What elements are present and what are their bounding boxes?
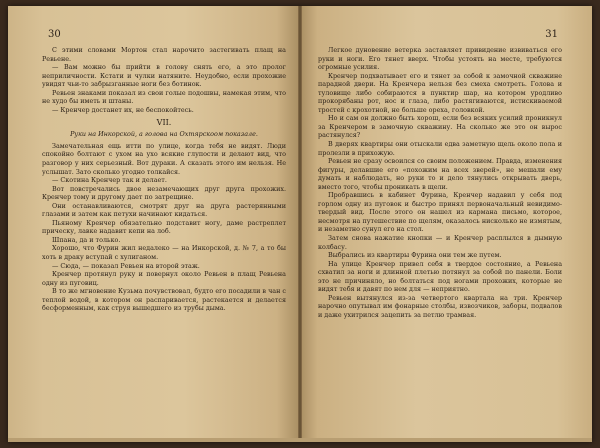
paragraph: С этими словами Мортон стал нарочито застегивать плащ на Ревьене. xyxy=(42,46,286,63)
left-page xyxy=(8,6,300,442)
paragraph: — Кренчер достанет их, не беспокойтесь. xyxy=(52,105,194,114)
right-page-text xyxy=(318,46,562,320)
paragraph: Шпана, да и только. xyxy=(52,235,121,244)
paragraph: Замечательная ещь итти по улице, когда тебя не видят. Люди спокойно болтают с ухом на ухо всякие глупости и делают вид, что разговор у них серьезный. Вот дураки. А сказать этого им нельзя. Не услышат. Зато сколько угодно толкайся. xyxy=(42,141,286,176)
paragraph: Но и сам он должно быть хорош, если без всяких усилий проникнул за Кренчером в замочную скважину. На сколько же это он вырос растянулся? xyxy=(318,114,562,140)
paragraph: Хорошо, что Фурин жил недалеко — на Инкорской, д. № 7, а то бы хоть в драку вступай с хулиганом. xyxy=(42,244,286,262)
paragraph: Пробравшись в кабинет Фурина, Кренчер надавил у себя под горлом одну из пуговок и быстро принял первоначальный невидимо-твердый вид. После этого он нашел из кармана письмо, которое, несмотря на путешествие по щелям, оказалось нисколько не измятым, и незаметно сунул его на стол. xyxy=(318,191,562,234)
page-edge xyxy=(8,438,592,442)
paragraph: В дверях квартиры они отыскали едва заметную щель около пола и пролезли в прихожую. xyxy=(318,140,562,157)
paragraph: Кренчер подхватывает его и тянет за собой к замочной скважине парадной двери. На Кренчера нельзя без смеха смотреть. Голова и туловище либо собираются в пунктир шар, на котором уродливо прокорябаны рот, нос и глаза, либо растягиваются, истискиваемой тростей с крохотной, не больше ореха, головкой. xyxy=(318,71,562,114)
right-page xyxy=(300,6,592,442)
paragraph: Затем снова нажатие кнопки — и Кренчер расплылся в дымную колбасу. xyxy=(318,234,562,251)
paragraph: Ревьен вытянулся из-за четвертого квартала на три. Кренчер нарочно опутывал им фонарные столбы, извозчиков, заборы, подвалов и даже ухитрился зацепить за петлю трамвая. xyxy=(318,293,562,319)
page-number-left: 30 xyxy=(48,29,61,40)
paragraph: — Скотина Кренчер так и делает. xyxy=(52,176,167,185)
paragraph: На улице Кренчер привел себя в твердое состояние, а Ревьена схватил за ноги и длинной плетью потянул за собой по панели. Боли это не причиняло, но болтаться под ногами прохожих, которые не видят тебя и давят по нем для — неприятно. xyxy=(318,259,562,294)
book-spine xyxy=(298,6,302,442)
paragraph: Ревьен знаками показал из свои голые подошвы, намекая этим, что не худо бы иметь и штаны. xyxy=(42,88,286,106)
open-book xyxy=(8,6,592,442)
paragraph: Легкое дуновение ветерка заставляет привидение извиваться его руки и ноги. Его тянет вверх. Чтобы устоять на месте, требуются огромные усилия. xyxy=(318,46,562,72)
paragraph: Ревьен не сразу освоился со своим положением. Правда, изменения фигуры, делавшие его «похожим на всех зверей», не мешали ему думать и наблюдать, но руки то и дело тянулись открывать дверь, вместо того, чтобы проникать в щели. xyxy=(318,157,562,191)
paragraph: — Сюда, — показал Ревьен на второй этаж. xyxy=(52,261,200,270)
paragraph: Пьяному Кренчер обязательно подставит ногу, даме растреплет прическу, лавке надавит кепи на лоб. xyxy=(42,218,286,236)
paragraph: Выбрались из квартиры Фурина они тем же путем. xyxy=(328,251,502,260)
page-number-right: 31 xyxy=(545,29,558,40)
paragraph: Кренчер протянул руку и повернул около Ревьен в плащ Ревьена одну из пуговиц. xyxy=(42,270,286,287)
chapter-title: Руки на Инкорской, а голова на Охтярскоом показале. xyxy=(70,130,258,139)
paragraph: Вот повстречались двое незамечающих друг друга прохожих. Кренчер тому и другому дает по затрещине. xyxy=(42,184,286,202)
paragraph: В то же мгновение Кузьма почувствовал, будто его посадили в чан с теплой водой, в котором он распаривается, растекается и делается бесформенным, как струя вышедшего из трубы дыма. xyxy=(42,287,286,313)
paragraph: Они останавливаются, смотрят друг на друга растерянными глазами и затем как петухи начинают кидаться. xyxy=(42,201,286,219)
chapter-number: VII. xyxy=(156,118,172,128)
left-page-text xyxy=(42,46,286,313)
paragraph: — Вам можно бы прийти в голову снять его, а это пролог неприличности. Кстати и чулки натяните. Неудобно, если прохожие увидят чьи-то забрызганные ноги без ботинок. xyxy=(42,63,286,89)
